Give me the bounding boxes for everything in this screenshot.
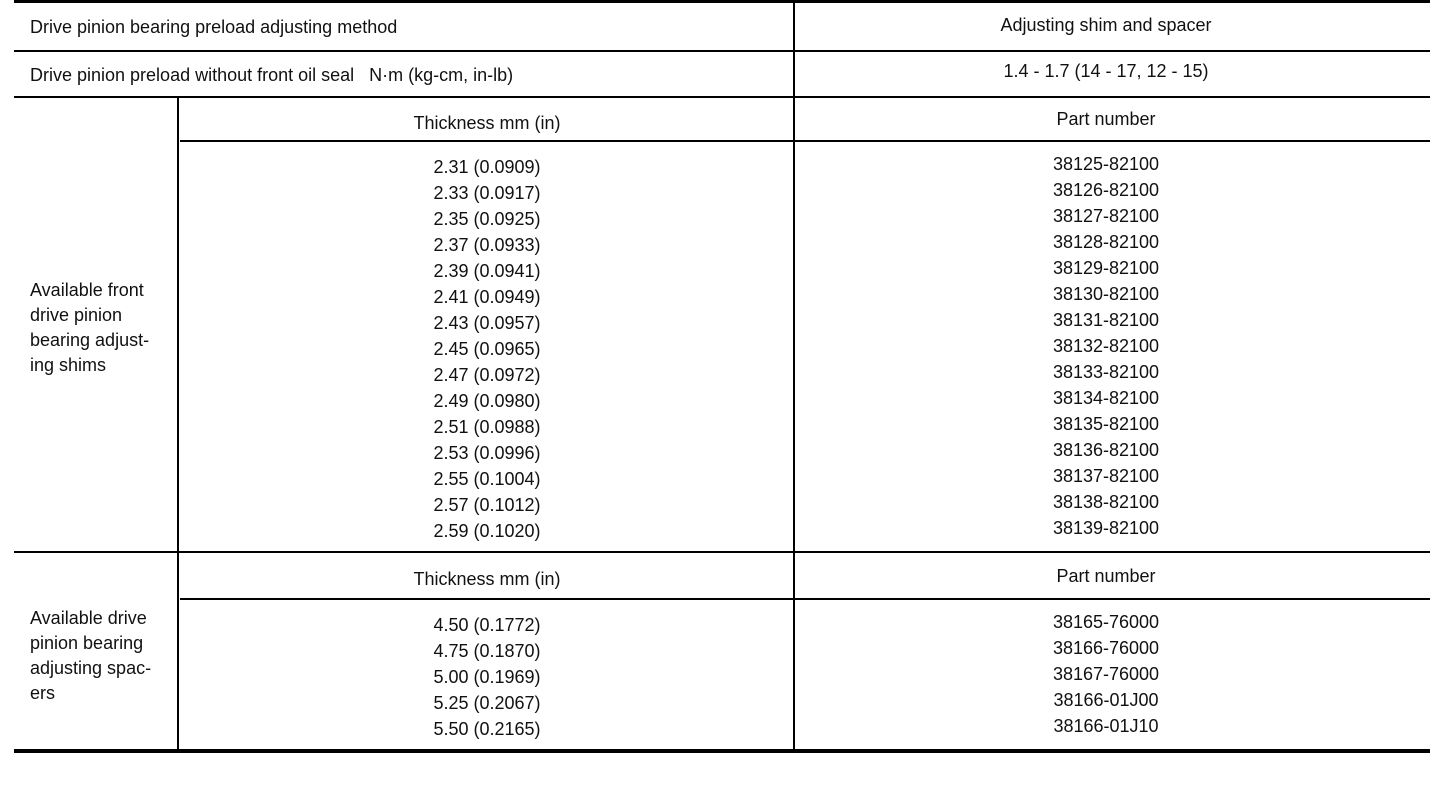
list-item: 2.59 (0.1020) (433, 521, 541, 541)
list-item: 38126-82100 (1052, 180, 1160, 200)
list-item: 2.55 (0.1004) (433, 469, 541, 489)
list-item: 38138-82100 (1052, 492, 1160, 512)
list-item: 38167-76000 (1052, 664, 1160, 684)
list-item: 2.35 (0.0925) (433, 209, 541, 229)
shims-row-label: Available front drive pinion bearing adjust- ing shims (30, 280, 150, 375)
list-item: 2.41 (0.0949) (433, 287, 541, 307)
rule-after-preload-row (14, 96, 1430, 98)
shims-part-header: Part number (1056, 109, 1156, 129)
list-item: 2.57 (0.1012) (433, 495, 541, 515)
spacers-part-list (796, 609, 1416, 739)
rule-after-shims (14, 551, 1430, 553)
spacers-row-label: Available drive pinion bearing adjusting spac- ers (30, 608, 152, 703)
list-item: 2.45 (0.0965) (433, 339, 541, 359)
list-item: 38139-82100 (1052, 518, 1160, 538)
list-item: 38132-82100 (1052, 336, 1160, 356)
method-label: Drive pinion bearing preload adjusting method (30, 17, 398, 37)
list-item: 4.75 (0.1870) (433, 641, 541, 661)
list-item: 5.25 (0.2067) (433, 693, 541, 713)
list-item: 4.50 (0.1772) (433, 615, 541, 635)
preload-value: 1.4 - 1.7 (14 - 17, 12 - 15) (1003, 61, 1209, 81)
method-value: Adjusting shim and spacer (1000, 15, 1212, 35)
rule-spacer-header (180, 598, 1430, 600)
list-item: 2.33 (0.0917) (433, 183, 541, 203)
shims-part-list (796, 151, 1416, 541)
list-item: 2.51 (0.0988) (433, 417, 541, 437)
shims-thickness-header: Thickness mm (in) (413, 113, 561, 133)
list-item: 38166-76000 (1052, 638, 1160, 658)
preload-label: Drive pinion preload without front oil seal N·m (kg-cm, in-lb) (30, 65, 514, 85)
bottom-border (14, 749, 1430, 753)
list-item: 38128-82100 (1052, 232, 1160, 252)
rule-shim-header (180, 140, 1430, 142)
list-item: 5.00 (0.1969) (433, 667, 541, 687)
list-item: 38125-82100 (1052, 154, 1160, 174)
list-item: 38129-82100 (1052, 258, 1160, 278)
list-item: 38130-82100 (1052, 284, 1160, 304)
shims-thickness-list (180, 154, 794, 544)
list-item: 5.50 (0.2165) (433, 719, 541, 739)
list-item: 2.47 (0.0972) (433, 365, 541, 385)
spacers-thickness-header: Thickness mm (in) (413, 569, 561, 589)
list-item: 38166-01J10 (1053, 716, 1159, 736)
list-item: 38165-76000 (1052, 612, 1160, 632)
column-divider-left (177, 97, 179, 753)
list-item: 38133-82100 (1052, 362, 1160, 382)
list-item: 38136-82100 (1052, 440, 1160, 460)
list-item: 38166-01J00 (1053, 690, 1159, 710)
spacers-part-header: Part number (1056, 566, 1156, 586)
list-item: 2.39 (0.0941) (433, 261, 541, 281)
list-item: 2.31 (0.0909) (433, 157, 541, 177)
spacers-thickness-list (180, 612, 794, 742)
list-item: 38127-82100 (1052, 206, 1160, 226)
list-item: 2.37 (0.0933) (433, 235, 541, 255)
rule-after-method-row (14, 50, 1430, 52)
list-item: 38135-82100 (1052, 414, 1160, 434)
list-item: 38131-82100 (1052, 310, 1160, 330)
list-item: 38137-82100 (1052, 466, 1160, 486)
list-item: 2.53 (0.0996) (433, 443, 541, 463)
list-item: 2.49 (0.0980) (433, 391, 541, 411)
list-item: 2.43 (0.0957) (433, 313, 541, 333)
top-border (14, 0, 1430, 3)
list-item: 38134-82100 (1052, 388, 1160, 408)
